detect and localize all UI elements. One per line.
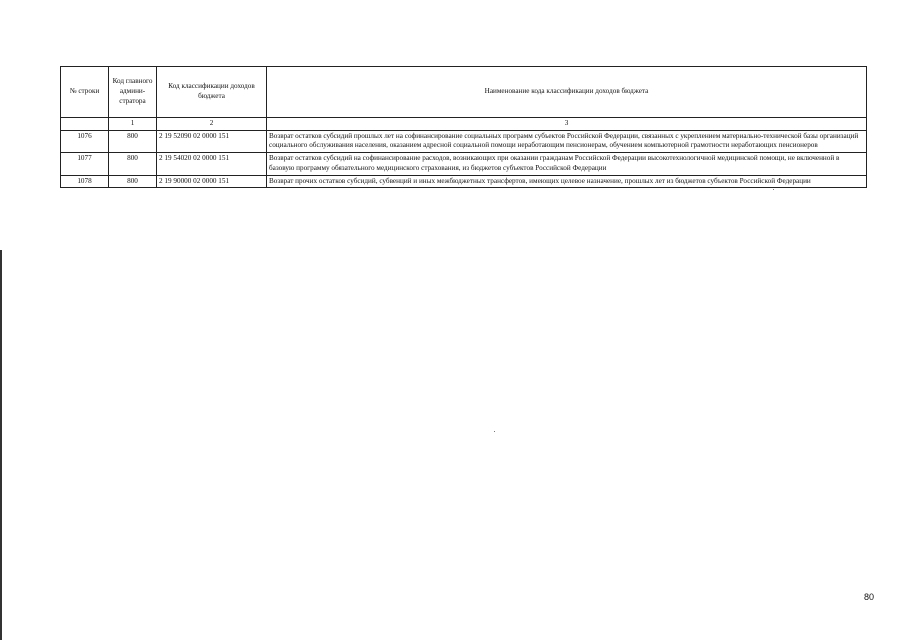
scan-speck — [494, 431, 495, 432]
column-number: 2 — [157, 118, 267, 131]
admin-code: 800 — [109, 175, 157, 188]
column-number — [61, 118, 109, 131]
classification-code: 2 19 90000 02 0000 151 — [157, 175, 267, 188]
column-number-row — [61, 118, 867, 131]
scan-edge-line — [0, 250, 2, 640]
budget-classification-table — [60, 66, 867, 188]
row-number: 1077 — [61, 153, 109, 175]
page-number: 80 — [863, 592, 874, 602]
table-row — [61, 175, 867, 188]
header-name: Наименование кода классификации доходов бюджета — [267, 67, 867, 118]
admin-code: 800 — [109, 130, 157, 152]
table-row — [61, 153, 867, 175]
row-number: 1076 — [61, 130, 109, 152]
header-admin-code: Код главного админи-стратора — [109, 67, 157, 118]
header-class-code: Код классификации доходов бюджета — [157, 67, 267, 118]
classification-code: 2 19 52090 02 0000 151 — [157, 130, 267, 152]
row-number: 1078 — [61, 175, 109, 188]
classification-name: Возврат остатков субсидий на софинансирование расходов, возникающих при оказании гражданам Российской Федерации высокотехнологичной медицинской помощи, не включенной в базовую программу обязательного медицинского страхования, из бюджетов субъектов Российской Федерации — [267, 153, 867, 175]
scan-speck — [773, 189, 774, 190]
table-row — [61, 130, 867, 152]
header-row-num: № строки — [61, 67, 109, 118]
admin-code: 800 — [109, 153, 157, 175]
classification-name: Возврат остатков субсидий прошлых лет на софинансирование социальных программ субъектов Российской Федерации, связанных с укреплением материально-технической базы организаций социального обслуживания населения, оказанием адресной социальной помощи неработающим пенсионерам, обучением компьютерной грамотности неработающих пенсионеров — [267, 130, 867, 152]
classification-code: 2 19 54020 02 0000 151 — [157, 153, 267, 175]
classification-name: Возврат прочих остатков субсидий, субвенций и иных межбюджетных трансфертов, имеющих целевое назначение, прошлых лет из бюджетов субъектов Российской Федерации — [267, 175, 867, 188]
column-number: 3 — [267, 118, 867, 131]
column-number: 1 — [109, 118, 157, 131]
table-header-row — [61, 67, 867, 118]
